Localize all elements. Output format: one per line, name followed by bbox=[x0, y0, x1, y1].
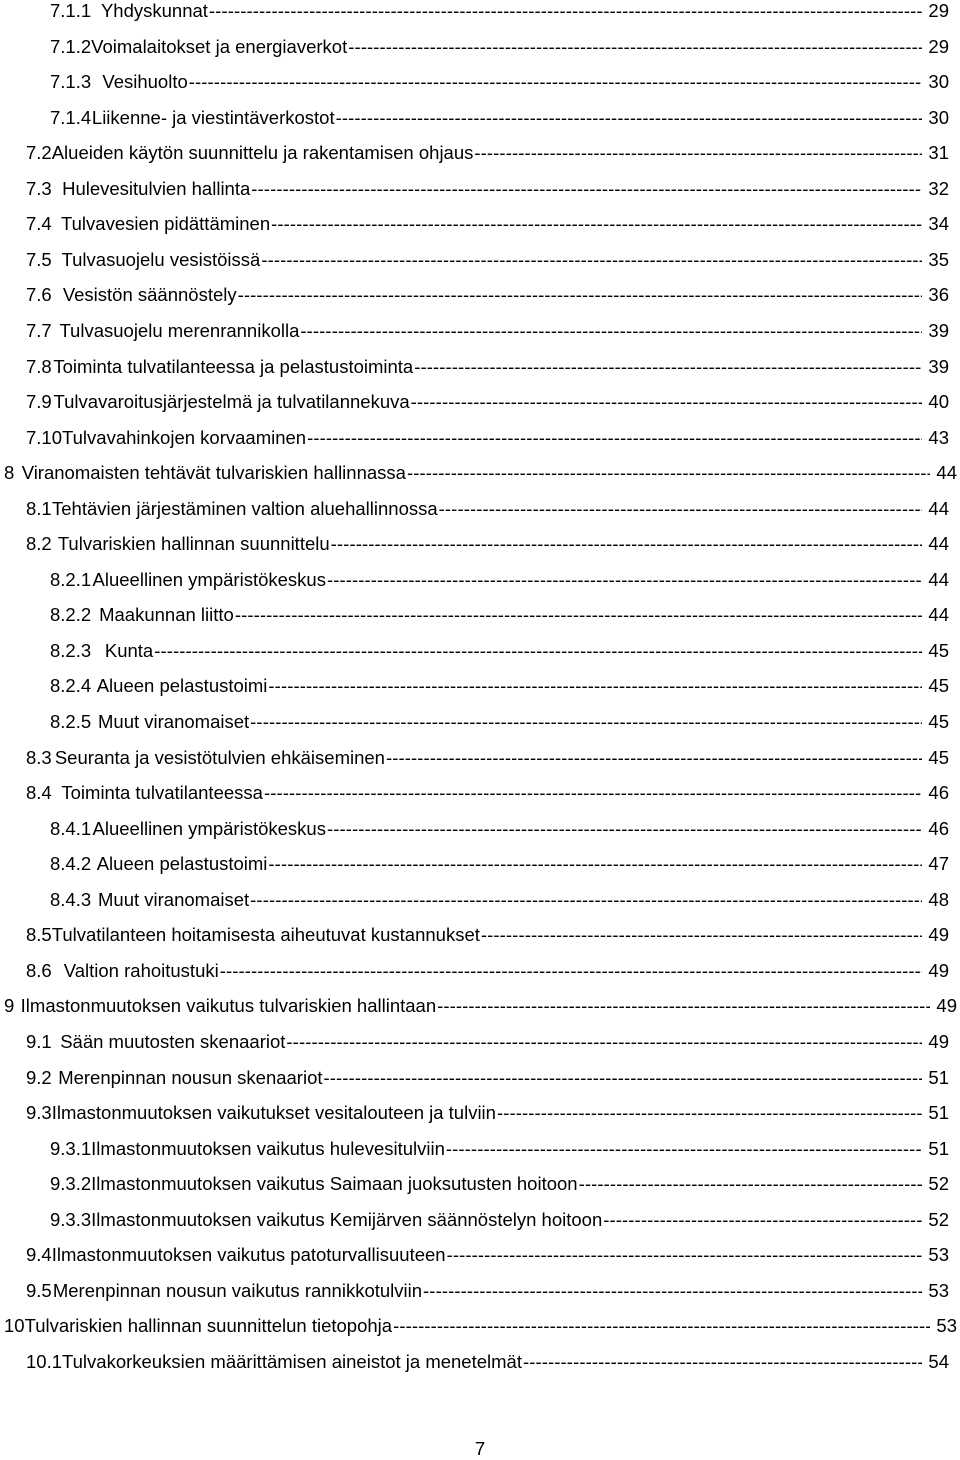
toc-entry-title: Hulevesitulvien hallinta bbox=[62, 177, 251, 199]
toc-entry-title: Muut viranomaiset bbox=[98, 888, 250, 910]
toc-entry[interactable] bbox=[26, 531, 949, 557]
dot-leader bbox=[603, 1207, 922, 1233]
toc-entry-title: Liikenne- ja viestintäverkostot bbox=[91, 106, 335, 128]
toc-entry[interactable] bbox=[50, 34, 949, 60]
toc-entry-title: Ilmastonmuutoksen vaikutus Saimaan juoksutusten hoitoon bbox=[91, 1173, 578, 1195]
toc-entry[interactable] bbox=[50, 638, 949, 664]
dot-leader bbox=[523, 1349, 922, 1375]
toc-entry-number: 8.4.1 bbox=[50, 817, 92, 839]
toc-entry-number: 7.1.2 bbox=[50, 35, 92, 57]
dot-leader bbox=[497, 1100, 922, 1126]
dot-leader bbox=[579, 1171, 923, 1197]
toc-entry-number: 10.1 bbox=[26, 1350, 63, 1372]
toc-entry-number: 9.1 bbox=[26, 1030, 52, 1052]
toc-entry-page: 46 bbox=[928, 782, 949, 804]
toc-entry-page: 52 bbox=[928, 1208, 949, 1230]
toc-entry-number: 9.2 bbox=[26, 1066, 52, 1088]
toc-entry[interactable] bbox=[50, 602, 949, 628]
toc-entry[interactable] bbox=[26, 922, 949, 948]
dot-leader bbox=[250, 887, 922, 913]
toc-entry[interactable] bbox=[50, 1136, 949, 1162]
toc-entry-title: Sään muutosten skenaariot bbox=[60, 1030, 286, 1052]
toc-entry-title: Tulvavaroitusjärjestelmä ja tulvatilannekuva bbox=[53, 391, 410, 413]
toc-entry-title: Valtion rahoitustuki bbox=[63, 959, 219, 981]
dot-leader bbox=[220, 958, 923, 984]
toc-entry[interactable] bbox=[26, 1100, 949, 1126]
toc-entry-number: 7.8 bbox=[26, 355, 52, 377]
toc-entry-page: 46 bbox=[928, 817, 949, 839]
toc-entry-page: 53 bbox=[928, 1279, 949, 1301]
toc-entry-title: Toiminta tulvatilanteessa bbox=[61, 782, 263, 804]
toc-entry-page: 30 bbox=[928, 106, 949, 128]
dot-leader bbox=[437, 993, 930, 1019]
toc-entry-page: 45 bbox=[928, 746, 949, 768]
toc-entry[interactable] bbox=[26, 1065, 949, 1091]
toc-entry-title: Alueellinen ympäristökeskus bbox=[92, 817, 326, 839]
toc-entry-number: 7.3 bbox=[26, 177, 52, 199]
toc-entry-page: 34 bbox=[928, 213, 949, 235]
dot-leader bbox=[336, 105, 923, 131]
toc-entry[interactable] bbox=[4, 993, 957, 1019]
toc-entry-title: Tulvavahinkojen korvaaminen bbox=[62, 426, 307, 448]
dot-leader bbox=[446, 1136, 923, 1162]
toc-entry-title: Tulvariskien hallinnan suunnittelun tietopohja bbox=[24, 1315, 393, 1337]
toc-entry-page: 44 bbox=[928, 604, 949, 626]
dot-leader bbox=[286, 1029, 922, 1055]
toc-entry[interactable] bbox=[26, 318, 949, 344]
toc-entry[interactable] bbox=[26, 211, 949, 237]
toc-entry-number: 10 bbox=[4, 1315, 25, 1337]
toc-entry-title: Tulvasuojelu vesistöissä bbox=[61, 248, 261, 270]
toc-entry-page: 49 bbox=[928, 959, 949, 981]
dot-leader bbox=[414, 354, 922, 380]
toc-entry[interactable] bbox=[26, 958, 949, 984]
toc-entry-title: Yhdyskunnat bbox=[100, 0, 208, 21]
toc-entry[interactable] bbox=[26, 282, 949, 308]
toc-entry-title: Tulvasuojelu merenrannikolla bbox=[59, 319, 300, 341]
toc-entry-page: 45 bbox=[928, 711, 949, 732]
toc-entry[interactable] bbox=[50, 105, 949, 131]
toc-entry-number: 8.2.1 bbox=[50, 568, 92, 590]
dot-leader bbox=[481, 922, 923, 948]
toc-entry-page: 54 bbox=[928, 1350, 949, 1372]
toc-entry-title: Tulvariskien hallinnan suunnittelu bbox=[57, 533, 330, 555]
toc-entry[interactable] bbox=[50, 69, 949, 95]
toc-entry-title: Ilmastonmuutoksen vaikutus Kemijärven säännöstelyn hoitoon bbox=[91, 1208, 603, 1230]
toc-entry-number: 7.4 bbox=[26, 213, 52, 235]
toc-entry[interactable] bbox=[26, 496, 949, 522]
toc-entry-number: 7.10 bbox=[26, 426, 63, 448]
toc-entry-number: 8.2.4 bbox=[50, 675, 92, 697]
dot-leader bbox=[331, 531, 923, 557]
toc-entry-title: Kunta bbox=[104, 639, 154, 661]
toc-entry-title: Alueellinen ympäristökeskus bbox=[92, 568, 326, 590]
toc-entry[interactable] bbox=[26, 140, 949, 166]
toc-entry[interactable] bbox=[50, 1207, 949, 1233]
toc-entry-page: 45 bbox=[928, 639, 949, 661]
toc-entry-title: Ilmastonmuutoksen vaikutus tulvariskien hallintaan bbox=[20, 995, 437, 1017]
toc-entry-page: 39 bbox=[928, 355, 949, 377]
dot-leader bbox=[386, 745, 922, 771]
dot-leader bbox=[327, 567, 922, 593]
toc-entry-number: 8.4.3 bbox=[50, 888, 92, 910]
toc-entry-page: 31 bbox=[928, 142, 949, 164]
toc-entry[interactable] bbox=[50, 0, 949, 24]
toc-entry-page: 29 bbox=[928, 0, 949, 21]
dot-leader bbox=[423, 1278, 922, 1304]
toc-entry-page: 53 bbox=[928, 1244, 949, 1266]
toc-entry-title: Viranomaisten tehtävät tulvariskien hallinnassa bbox=[21, 462, 406, 484]
toc-entry-title: Toiminta tulvatilanteessa ja pelastustoiminta bbox=[53, 355, 414, 377]
toc-entry-page: 35 bbox=[928, 248, 949, 270]
toc-entry[interactable] bbox=[50, 673, 949, 699]
toc-entry-number: 8.2.5 bbox=[50, 711, 92, 732]
toc-entry[interactable] bbox=[50, 709, 949, 735]
toc-entry-page: 44 bbox=[928, 533, 949, 555]
toc-entry-number: 8.4 bbox=[26, 782, 52, 804]
toc-entry-number: 7.6 bbox=[26, 284, 52, 306]
toc-entry-page: 51 bbox=[928, 1102, 949, 1124]
dot-leader bbox=[251, 176, 922, 202]
toc-entry-number: 8.2 bbox=[26, 533, 52, 555]
toc-entry-number: 8.2.3 bbox=[50, 639, 92, 661]
dot-leader bbox=[327, 816, 922, 842]
toc-entry-number: 9.3.2 bbox=[50, 1173, 92, 1195]
toc-entry[interactable] bbox=[26, 176, 949, 202]
dot-leader bbox=[189, 69, 923, 95]
toc-entry[interactable] bbox=[50, 851, 949, 877]
toc-entry-title: Tulvavesien pidättäminen bbox=[61, 213, 271, 235]
toc-entry-number: 8.5 bbox=[26, 924, 52, 946]
toc-entry-number: 9.4 bbox=[26, 1244, 52, 1266]
dot-leader bbox=[264, 780, 922, 806]
toc-entry-number: 7.1.3 bbox=[50, 71, 92, 93]
toc-entry-title: Merenpinnan nousun skenaariot bbox=[58, 1066, 323, 1088]
toc-entry-number: 8.6 bbox=[26, 959, 52, 981]
dot-leader bbox=[300, 318, 922, 344]
toc-entry-page: 30 bbox=[928, 71, 949, 93]
toc-entry[interactable] bbox=[26, 354, 949, 380]
toc-entry[interactable] bbox=[50, 816, 949, 842]
toc-entry-number: 7.9 bbox=[26, 391, 52, 413]
toc-entry[interactable] bbox=[26, 425, 949, 451]
toc-entry-page: 40 bbox=[928, 391, 949, 413]
dot-leader bbox=[261, 247, 922, 273]
toc-entry-title: Alueiden käytön suunnittelu ja rakentamisen ohjaus bbox=[51, 142, 474, 164]
toc-entry-page: 52 bbox=[928, 1173, 949, 1195]
toc-entry-title: Vesihuolto bbox=[102, 71, 188, 93]
toc-entry-page: 32 bbox=[928, 177, 949, 199]
toc-entry-title: Voimalaitokset ja energiaverkot bbox=[91, 35, 348, 57]
dot-leader bbox=[209, 0, 923, 24]
toc-entry[interactable] bbox=[4, 1313, 957, 1339]
toc-entry-number: 9.3.3 bbox=[50, 1208, 92, 1230]
toc-entry-number: 8.3 bbox=[26, 746, 52, 768]
page-number: 7 bbox=[474, 1438, 486, 1459]
toc-entry-page: 44 bbox=[936, 462, 957, 484]
toc-entry-page: 47 bbox=[928, 853, 949, 875]
toc-entry-page: 44 bbox=[928, 497, 949, 519]
toc-entry[interactable] bbox=[26, 1029, 949, 1055]
dot-leader bbox=[393, 1313, 930, 1339]
toc-entry[interactable] bbox=[26, 389, 949, 415]
toc-entry-page: 29 bbox=[928, 35, 949, 57]
toc-entry-title: Seuranta ja vesistötulvien ehkäiseminen bbox=[54, 746, 385, 768]
toc-entry-number: 7.5 bbox=[26, 248, 52, 270]
toc-entry-number: 7.2 bbox=[26, 142, 52, 164]
toc-entry-number: 7.1.1 bbox=[50, 0, 92, 21]
toc-entry-page: 36 bbox=[928, 284, 949, 306]
dot-leader bbox=[238, 282, 923, 308]
toc-entry[interactable] bbox=[50, 887, 949, 913]
toc-entry-title: Ilmastonmuutoksen vaikutukset vesitalouteen ja tulviin bbox=[51, 1102, 496, 1124]
dot-leader bbox=[324, 1065, 923, 1091]
toc-entry-page: 45 bbox=[928, 675, 949, 697]
dot-leader bbox=[474, 140, 922, 166]
dot-leader bbox=[307, 425, 922, 451]
toc-entry[interactable] bbox=[26, 780, 949, 806]
toc-entry[interactable] bbox=[26, 1242, 949, 1268]
toc-entry-title: Ilmastonmuutoksen vaikutus hulevesitulviin bbox=[91, 1137, 445, 1159]
toc-entry-title: Tulvatilanteen hoitamisesta aiheutuvat kustannukset bbox=[51, 924, 480, 946]
dot-leader bbox=[268, 851, 922, 877]
toc-entry-number: 9.3 bbox=[26, 1102, 52, 1124]
toc-entry[interactable] bbox=[26, 1349, 949, 1375]
toc-entry-page: 49 bbox=[928, 924, 949, 946]
toc-entry-title: Tulvakorkeuksien määrittämisen aineistot ja menetelmät bbox=[62, 1350, 522, 1372]
dot-leader bbox=[447, 1242, 923, 1268]
toc-entry[interactable] bbox=[4, 460, 957, 486]
dot-leader bbox=[407, 460, 930, 486]
toc-entry-title: Vesistön säännöstely bbox=[62, 284, 237, 306]
dot-leader bbox=[235, 602, 923, 628]
toc-entry-number: 7.7 bbox=[26, 319, 52, 341]
toc-entry-number: 7.1.4 bbox=[50, 106, 92, 128]
toc-entry-page: 43 bbox=[928, 426, 949, 448]
toc-entry-page: 53 bbox=[936, 1315, 957, 1337]
toc-entry-title: Maakunnan liitto bbox=[99, 604, 234, 626]
toc-entry-page: 49 bbox=[928, 1030, 949, 1052]
toc-entry-number: 8.2.2 bbox=[50, 604, 92, 626]
toc-entry[interactable] bbox=[26, 1278, 949, 1304]
dot-leader bbox=[348, 34, 922, 60]
dot-leader bbox=[271, 211, 922, 237]
toc-entry-title: Tehtävien järjestäminen valtion aluehallinnossa bbox=[52, 497, 438, 519]
toc-entry-number: 8 bbox=[4, 462, 15, 484]
toc-entry-number: 9 bbox=[4, 995, 15, 1017]
dot-leader bbox=[439, 496, 923, 522]
toc-entry-page: 44 bbox=[928, 568, 949, 590]
toc-entry-page: 48 bbox=[928, 888, 949, 910]
toc-entry-number: 9.5 bbox=[26, 1279, 52, 1301]
toc-entry[interactable] bbox=[26, 247, 949, 273]
toc-entry-page: 51 bbox=[928, 1137, 949, 1159]
toc-entry-title: Muut viranomaiset bbox=[98, 711, 250, 732]
toc-entry-title: Merenpinnan nousun vaikutus rannikkotulviin bbox=[52, 1279, 423, 1301]
toc-entry[interactable] bbox=[50, 567, 949, 593]
toc-entry[interactable] bbox=[50, 1171, 949, 1197]
dot-leader bbox=[268, 673, 922, 699]
toc-entry-page: 49 bbox=[936, 995, 957, 1017]
toc-entry-title: Ilmastonmuutoksen vaikutus patoturvallisuuteen bbox=[51, 1244, 446, 1266]
toc-entry-title: Alueen pelastustoimi bbox=[96, 675, 268, 697]
toc-entry-number: 9.3.1 bbox=[50, 1137, 92, 1159]
toc-entry-page: 39 bbox=[928, 319, 949, 341]
toc-entry-title: Alueen pelastustoimi bbox=[96, 853, 268, 875]
toc-entry[interactable] bbox=[26, 745, 949, 771]
toc-entry-number: 8.1 bbox=[26, 497, 52, 519]
toc-entry-page: 51 bbox=[928, 1066, 949, 1088]
dot-leader bbox=[154, 638, 922, 664]
dot-leader bbox=[250, 709, 922, 735]
dot-leader bbox=[411, 389, 923, 415]
toc-entry-number: 8.4.2 bbox=[50, 853, 92, 875]
